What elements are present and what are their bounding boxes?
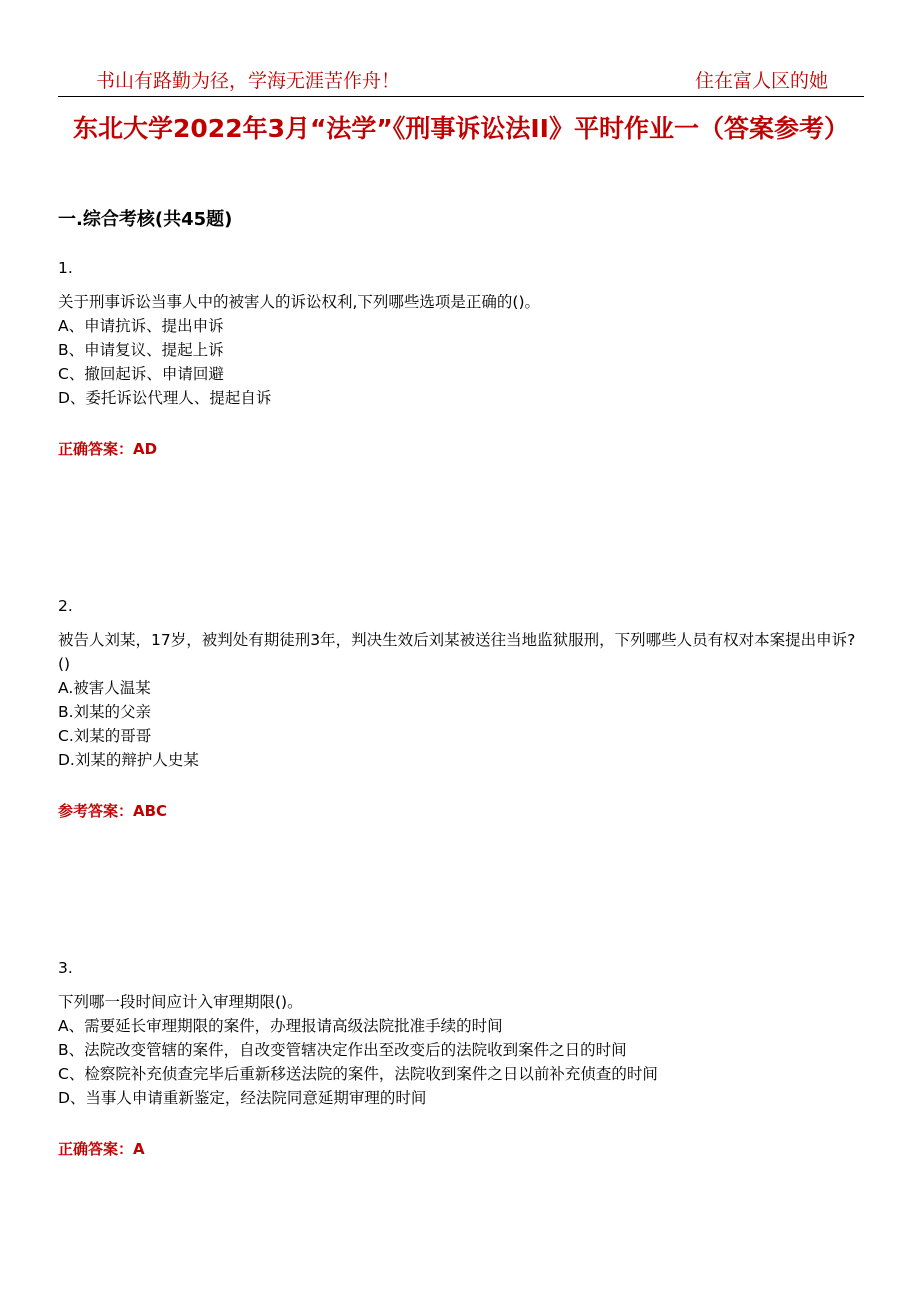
option-a: A、需要延长审理期限的案件，办理报请高级法院批准手续的时间	[58, 1017, 503, 1035]
header-motto: 书山有路勤为径，学海无涯苦作舟！	[96, 70, 401, 92]
answer-label: 正确答案：	[58, 440, 134, 458]
header-author: 住在富人区的她	[694, 70, 828, 92]
question-number: 3.	[58, 959, 73, 977]
answer-value: ABC	[133, 802, 168, 820]
question-stem: 下列哪一段时间应计入审理期限()。	[58, 993, 303, 1011]
option-d: D、委托诉讼代理人、提起自诉	[58, 389, 272, 407]
question-2	[58, 594, 864, 772]
option-c: C、检察院补充侦查完毕后重新移送法院的案件，法院收到案件之日以前补充侦查的时间	[58, 1065, 658, 1083]
option-a: A.被害人温某	[58, 679, 151, 697]
answer-2	[58, 800, 167, 821]
answer-value: AD	[133, 440, 158, 458]
option-d: D.刘某的辩护人史某	[58, 751, 199, 769]
option-b: B、申请复议、提起上诉	[58, 341, 224, 359]
option-c: C、撤回起诉、申请回避	[58, 365, 224, 383]
option-d: D、当事人申请重新鉴定，经法院同意延期审理的时间	[58, 1089, 427, 1107]
answer-label: 参考答案：	[58, 802, 134, 820]
option-b: B.刘某的父亲	[58, 703, 152, 721]
document-title: 东北大学2022年3月“法学”《刑事诉讼法II》平时作业一（答案参考）	[73, 114, 849, 143]
answer-value: A	[133, 1140, 145, 1158]
page-header	[58, 66, 864, 97]
question-3	[58, 956, 864, 1110]
option-c: C.刘某的哥哥	[58, 727, 152, 745]
question-stem: 关于刑事诉讼当事人中的被害人的诉讼权利,下列哪些选项是正确的()。	[58, 293, 541, 311]
answer-1	[58, 438, 157, 459]
answer-label: 正确答案：	[58, 1140, 134, 1158]
question-stem: 被告人刘某，17岁，被判处有期徒刑3年，判决生效后刘某被送往当地监狱服刑，下列哪些人员有权对本案提出申诉?()	[58, 631, 856, 673]
answer-3	[58, 1138, 145, 1159]
option-b: B、法院改变管辖的案件，自改变管辖决定作出至改变后的法院收到案件之日的时间	[58, 1041, 627, 1059]
question-1	[58, 256, 864, 410]
question-number: 2.	[58, 597, 73, 615]
option-a: A、申请抗诉、提出申诉	[58, 317, 224, 335]
section-heading: 一.综合考核(共45题)	[58, 209, 233, 230]
question-number: 1.	[58, 259, 73, 277]
